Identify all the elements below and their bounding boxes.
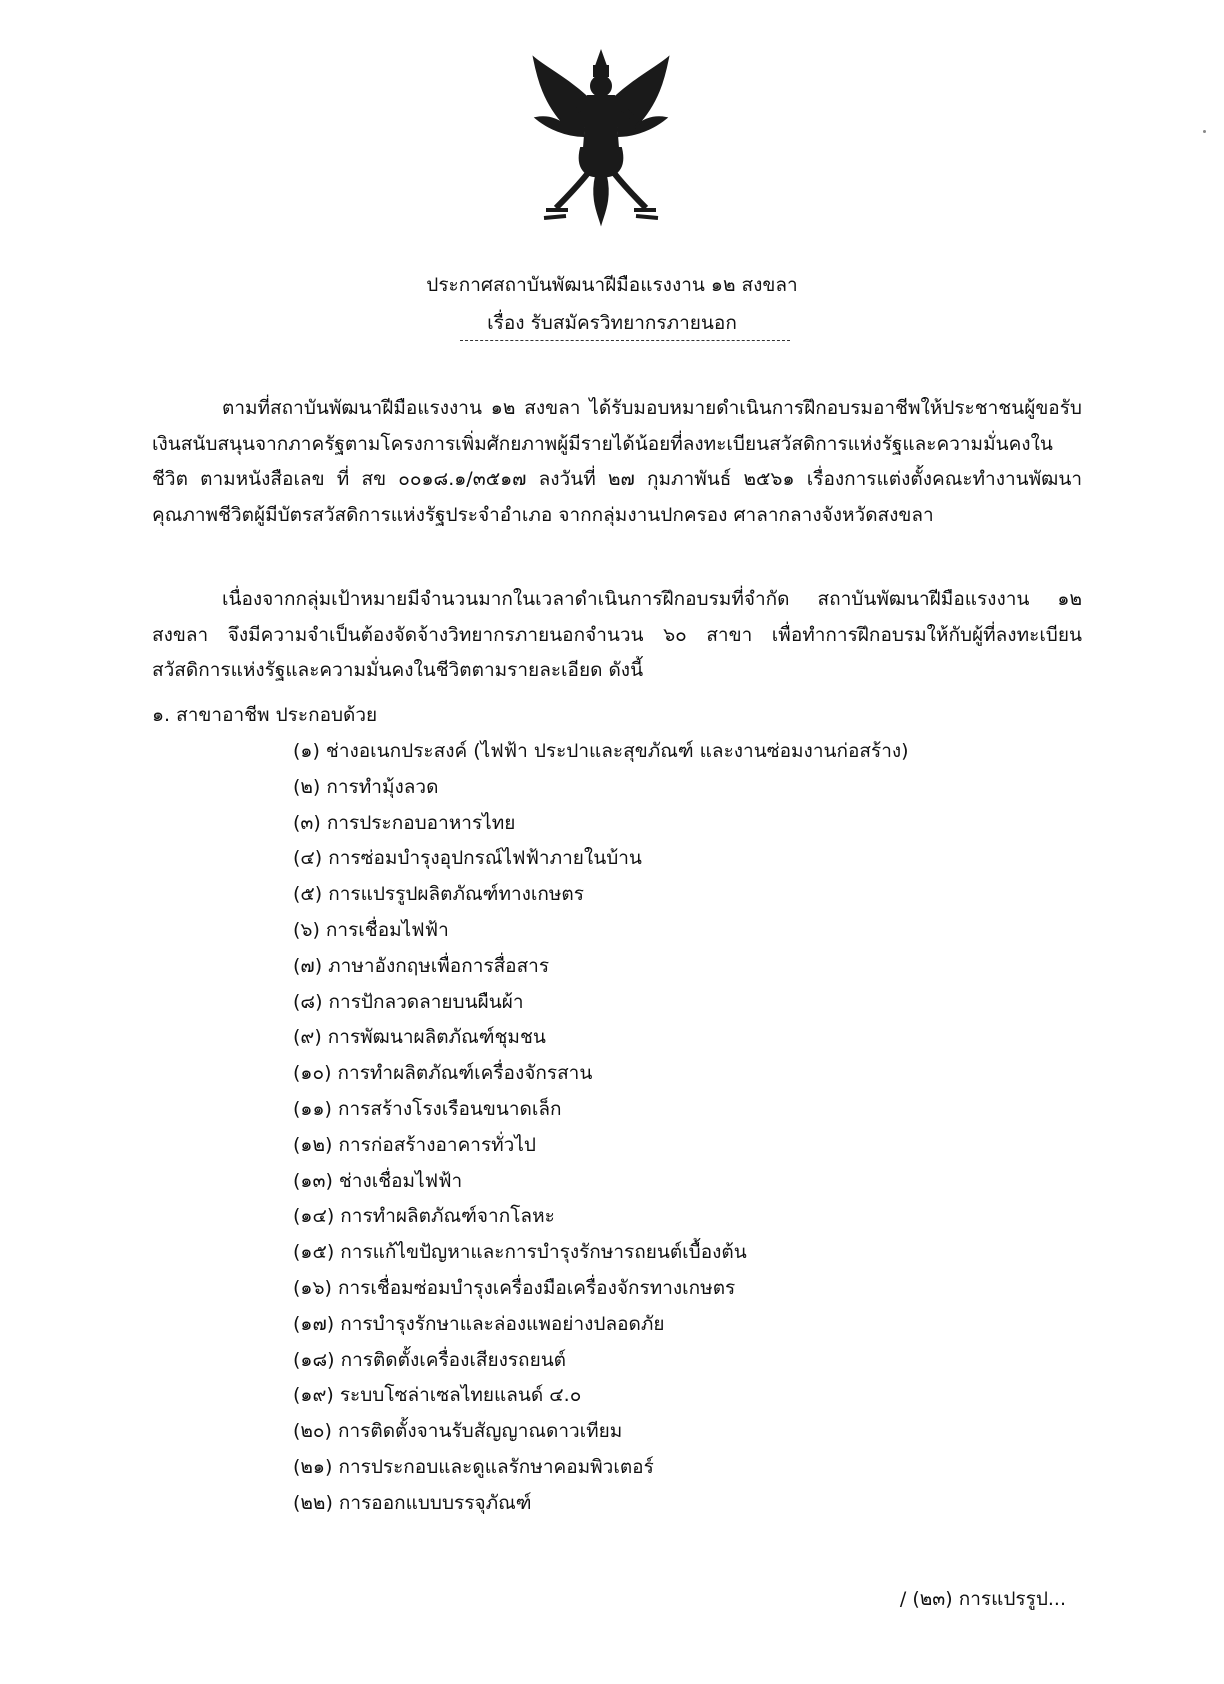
list-item: (๑๑) การสร้างโรงเรือนขนาดเล็ก (293, 1097, 562, 1120)
announcement-heading: ประกาศสถาบันพัฒนาฝีมือแรงงาน ๑๒ สงขลา (426, 274, 798, 296)
list-item: (๒) การทำมุ้งลวด (293, 775, 439, 798)
list-item: (๑๙) ระบบโซล่าเซลไทยแลนด์ ๔.๐ (293, 1384, 582, 1407)
list-item: (๑๕) การแก้ไขปัญหาและการบำรุงรักษารถยนต์เบื้องต้น (293, 1241, 747, 1264)
scan-speck (1203, 130, 1206, 133)
garuda-emblem-icon (526, 48, 676, 228)
list-item: (๑๘) การติดตั้งเครื่องเสียงรถยนต์ (293, 1348, 567, 1371)
list-item: (๑) ช่างอเนกประสงค์ (ไฟฟ้า ประปาและสุขภัณฑ์ และงานซ่อมงานก่อสร้าง) (293, 740, 909, 762)
section-1-heading: ๑. สาขาอาชีพ ประกอบด้วย (152, 704, 378, 726)
list-item: (๑๒) การก่อสร้างอาคารทั่วไป (293, 1133, 536, 1156)
announcement-subject: เรื่อง รับสมัครวิทยากรภายนอก (487, 312, 737, 334)
list-item: (๑๓) ช่างเชื่อมไฟฟ้า (293, 1169, 463, 1192)
list-item: (๒๐) การติดตั้งจานรับสัญญาณดาวเทียม (293, 1420, 623, 1443)
divider-line (460, 340, 790, 341)
paragraph-background: ตามที่สถาบันพัฒนาฝีมือแรงงาน ๑๒ สงขลา ได้รับมอบหมายดำเนินการฝึกอบรมอาชีพให้ประชาชนผู้ขอรับเงินสนับสนุนจากภาครัฐตามโครงการเพิ่มศักยภาพผู้มีรายได้น้อยที่ลงทะเบียนสวัสดิการแห่งรัฐและความมั่นคงในชีวิต ตามหนังสือเลข ที่ สข ๐๐๑๘.๑/๓๕๑๗ ลงวันที่ ๒๗ กุมภาพันธ์ ๒๕๖๑ เรื่องการแต่งตั้งคณะทำงานพัฒนาคุณภาพชีวิตผู้มีบัตรสวัสดิการแห่งรัฐประจำอำเภอ จากกลุ่มงานปกครอง ศาลากลางจังหวัดสงขลา (152, 397, 1082, 526)
list-item: (๒๑) การประกอบและดูแลรักษาคอมพิวเตอร์ (293, 1455, 654, 1478)
list-item: (๑๗) การบำรุงรักษาและล่องแพอย่างปลอดภัย (293, 1312, 665, 1335)
continuation-note: / (๒๓) การแปรรูป... (899, 1588, 1066, 1610)
list-item: (๔) การซ่อมบำรุงอุปกรณ์ไฟฟ้าภายในบ้าน (293, 847, 642, 870)
list-item: (๘) การปักลวดลายบนผืนผ้า (293, 990, 524, 1013)
list-item: (๑๔) การทำผลิตภัณฑ์จากโลหะ (293, 1205, 555, 1228)
paragraph-reason: เนื่องจากกลุ่มเป้าหมายมีจำนวนมากในเวลาดำเนินการฝึกอบรมที่จำกัด สถาบันพัฒนาฝีมือแรงงาน ๑๒ สงขลา จึงมีความจำเป็นต้องจัดจ้างวิทยากรภายนอกจำนวน ๖๐ สาขา เพื่อทำการฝึกอบรมให้กับผู้ที่ลงทะเบียนสวัสดิการแห่งรัฐและความมั่นคงในชีวิตตามรายละเอียด ดังนี้ (152, 588, 1082, 681)
list-item: (๑๖) การเชื่อมซ่อมบำรุงเครื่องมือเครื่องจักรทางเกษตร (293, 1276, 736, 1299)
list-item: (๒๒) การออกแบบบรรจุภัณฑ์ (293, 1491, 532, 1514)
branch-list (293, 734, 909, 1522)
list-item: (๖) การเชื่อมไฟฟ้า (293, 918, 449, 941)
list-item: (๕) การแปรรูปผลิตภัณฑ์ทางเกษตร (293, 883, 584, 906)
list-item: (๙) การพัฒนาผลิตภัณฑ์ชุมชน (293, 1026, 546, 1049)
list-item: (๓) การประกอบอาหารไทย (293, 811, 516, 834)
list-item: (๑๐) การทำผลิตภัณฑ์เครื่องจักรสาน (293, 1062, 593, 1085)
list-item: (๗) ภาษาอังกฤษเพื่อการสื่อสาร (293, 954, 550, 977)
